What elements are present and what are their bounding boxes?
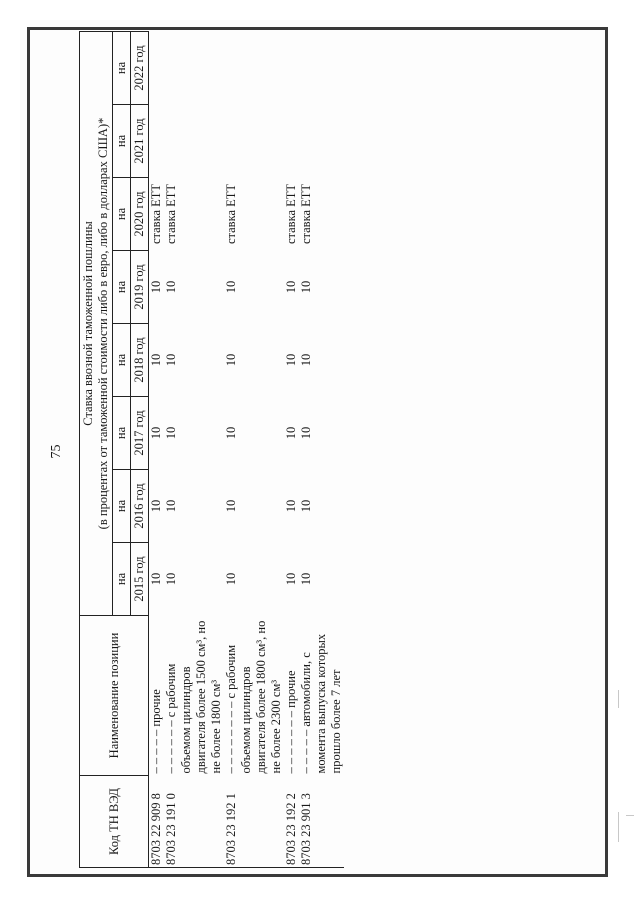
header-year: 2022 год	[131, 31, 149, 104]
header-year-na: на	[113, 543, 131, 616]
header-year: 2021 год	[131, 105, 149, 178]
rate-2018: 10	[299, 353, 313, 367]
row-name-cell	[149, 616, 165, 776]
row-dashes: – – – – –	[299, 729, 313, 774]
row-name-cell	[164, 616, 224, 776]
scan-edge-mark	[626, 815, 634, 816]
header-year-na: на	[113, 105, 131, 178]
page-number: 75	[49, 444, 64, 459]
header-year: 2016 год	[131, 470, 149, 543]
rate-2020: ставка ЕТТ	[224, 183, 238, 245]
header-rate-title-line2: (в процентах от таможенной стоимости либо в евро, либо в долларах США)*	[96, 117, 110, 530]
header-year-na: на	[113, 470, 131, 543]
rate-2020: ставка ЕТТ	[284, 183, 298, 245]
rate-2016: 10	[284, 499, 298, 513]
row-dashes: – – – – – –	[164, 720, 178, 774]
header-year-na: на	[113, 251, 131, 324]
row-code: 8703 23 192 1	[224, 776, 284, 868]
header-year-na: на	[113, 31, 131, 104]
rate-2018: 10	[149, 353, 163, 367]
rate-2015: 10	[164, 572, 178, 586]
rate-2017: 10	[284, 426, 298, 440]
rate-2016: 10	[224, 499, 238, 513]
rate-2019: 10	[164, 280, 178, 294]
rate-2021	[149, 105, 165, 178]
table-row	[164, 31, 224, 867]
row-name: прочие	[284, 670, 298, 708]
rate-2018: 10	[284, 353, 298, 367]
rate-2016: 10	[149, 499, 163, 513]
rate-2015: 10	[284, 572, 298, 586]
rate-2020: ставка ЕТТ	[299, 183, 313, 245]
row-name-cell	[224, 616, 284, 776]
header-rate-title-line1: Ставка ввозной таможенной пошлины	[81, 221, 95, 426]
rate-2018: 10	[224, 353, 238, 367]
header-year: 2015 год	[131, 543, 149, 616]
rate-2019: 10	[284, 280, 298, 294]
rate-2020: ставка ЕТТ	[149, 183, 163, 245]
row-name: автомобили, с момента выпуска которых прошло более 7 лет	[299, 633, 343, 774]
rate-2017: 10	[149, 426, 163, 440]
rate-2020: ставка ЕТТ	[164, 183, 178, 245]
rate-2022	[284, 31, 299, 104]
rate-2019: 10	[149, 280, 163, 294]
header-year: 2019 год	[131, 251, 149, 324]
table-row	[149, 31, 165, 867]
scan-edge-mark	[618, 812, 619, 842]
header-year-na: на	[113, 397, 131, 470]
rate-2021	[224, 105, 284, 178]
rate-2022	[224, 31, 284, 104]
rate-2022	[299, 31, 344, 104]
header-year: 2017 год	[131, 397, 149, 470]
rate-2019: 10	[299, 280, 313, 294]
rate-2015: 10	[299, 572, 313, 586]
header-code: Код ТН ВЭД	[80, 776, 149, 868]
header-year-na: на	[113, 324, 131, 397]
rate-2017: 10	[224, 426, 238, 440]
rate-2017: 10	[164, 426, 178, 440]
rate-2016: 10	[164, 499, 178, 513]
rate-2021	[284, 105, 299, 178]
row-name-cell	[284, 616, 299, 776]
row-dashes: – – – – – – –	[284, 711, 298, 774]
header-year: 2020 год	[131, 178, 149, 251]
rate-2016: 10	[299, 499, 313, 513]
row-name: с рабочим объемом цилиндров двигателя более 1500 см³, но не более 1800 см³	[164, 620, 223, 774]
row-dashes: – – – – –	[149, 729, 163, 774]
rate-2018: 10	[164, 353, 178, 367]
row-name: прочие	[149, 689, 163, 727]
table-row	[224, 31, 284, 867]
rate-2021	[299, 105, 344, 178]
rate-2022	[149, 31, 165, 104]
header-year-na: на	[113, 178, 131, 251]
header-name: Наименование позиции	[80, 616, 149, 776]
rate-2017: 10	[299, 426, 313, 440]
tariff-table	[79, 31, 344, 868]
header-year: 2018 год	[131, 324, 149, 397]
row-code: 8703 23 901 3	[299, 776, 344, 868]
rate-2022	[164, 31, 224, 104]
table-row	[299, 31, 344, 867]
rate-2015: 10	[224, 572, 238, 586]
table-row	[284, 31, 299, 867]
rate-2015: 10	[149, 572, 163, 586]
rate-2019: 10	[224, 280, 238, 294]
row-code: 8703 22 909 8	[149, 776, 165, 868]
row-dashes: – – – – – – – –	[224, 701, 238, 774]
rate-2021	[164, 105, 224, 178]
scan-edge-mark	[618, 690, 619, 708]
header-rate-title	[80, 31, 113, 615]
row-name: с рабочим объемом цилиндров двигателя более 1800 см³, но не более 2300 см³	[224, 620, 283, 774]
row-name-cell	[299, 616, 344, 776]
row-code: 8703 23 191 0	[164, 776, 224, 868]
rotated-document-page	[41, 29, 611, 874]
row-code: 8703 23 192 2	[284, 776, 299, 868]
